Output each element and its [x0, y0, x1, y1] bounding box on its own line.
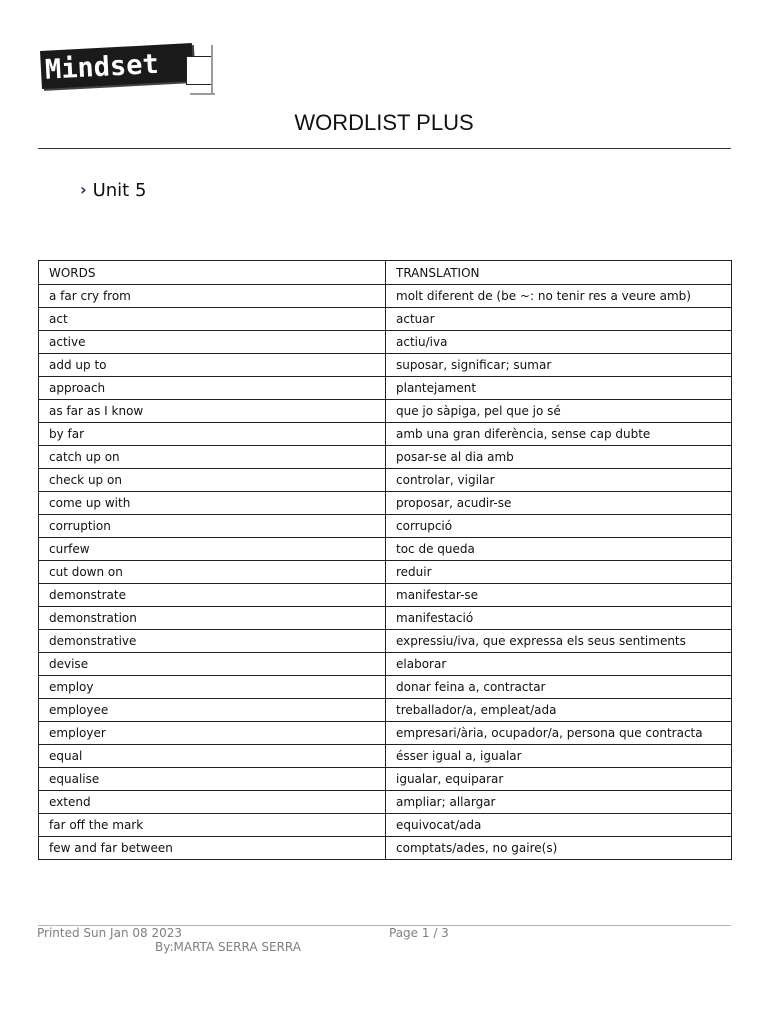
- word-cell: act: [39, 308, 386, 331]
- logo-frame-vertical: [211, 45, 213, 95]
- table-row: [39, 699, 732, 722]
- chevron-right-icon: ›: [80, 180, 87, 199]
- word-cell: by far: [39, 423, 386, 446]
- word-cell: cut down on: [39, 561, 386, 584]
- word-cell: as far as I know: [39, 400, 386, 423]
- logo-badge: [40, 43, 194, 89]
- table-row: [39, 377, 732, 400]
- word-cell: check up on: [39, 469, 386, 492]
- logo-frame-horizontal: [190, 93, 215, 95]
- wordlist-table: [38, 260, 732, 860]
- word-cell: employer: [39, 722, 386, 745]
- table-body: [39, 285, 732, 860]
- translation-cell: treballador/a, empleat/ada: [386, 699, 732, 722]
- mindset-logo: [40, 45, 220, 100]
- table-row: [39, 538, 732, 561]
- word-cell: demonstrate: [39, 584, 386, 607]
- word-cell: a far cry from: [39, 285, 386, 308]
- translation-cell: plantejament: [386, 377, 732, 400]
- author-name: By:MARTA SERRA SERRA: [155, 940, 301, 954]
- document-title: WORDLIST PLUS: [294, 110, 474, 135]
- table-row: [39, 400, 732, 423]
- table-row: [39, 653, 732, 676]
- table-row: [39, 446, 732, 469]
- word-cell: few and far between: [39, 837, 386, 860]
- translation-cell: suposar, significar; sumar: [386, 354, 732, 377]
- translation-cell: proposar, acudir-se: [386, 492, 732, 515]
- word-cell: employee: [39, 699, 386, 722]
- word-cell: extend: [39, 791, 386, 814]
- translation-cell: donar feina a, contractar: [386, 676, 732, 699]
- translation-cell: manifestació: [386, 607, 732, 630]
- translation-cell: comptats/ades, no gaire(s): [386, 837, 732, 860]
- word-cell: equal: [39, 745, 386, 768]
- translation-cell: igualar, equiparar: [386, 768, 732, 791]
- table-row: [39, 515, 732, 538]
- word-cell: approach: [39, 377, 386, 400]
- unit-label: Unit 5: [92, 180, 147, 201]
- title-divider: [38, 148, 731, 149]
- word-cell: add up to: [39, 354, 386, 377]
- column-header-words: WORDS: [39, 261, 386, 285]
- table-row: [39, 722, 732, 745]
- logo-page-mark: [186, 56, 212, 85]
- word-cell: catch up on: [39, 446, 386, 469]
- translation-cell: actiu/iva: [386, 331, 732, 354]
- table-row: [39, 745, 732, 768]
- translation-cell: ampliar; allargar: [386, 791, 732, 814]
- translation-cell: equivocat/ada: [386, 814, 732, 837]
- table-row: [39, 561, 732, 584]
- word-cell: active: [39, 331, 386, 354]
- word-cell: demonstrative: [39, 630, 386, 653]
- translation-cell: ésser igual a, igualar: [386, 745, 732, 768]
- table-header-row: [39, 261, 732, 285]
- table-row: [39, 837, 732, 860]
- table-row: [39, 584, 732, 607]
- translation-cell: corrupció: [386, 515, 732, 538]
- word-cell: curfew: [39, 538, 386, 561]
- unit-heading: [80, 180, 146, 201]
- column-header-translation: TRANSLATION: [386, 261, 732, 285]
- translation-cell: amb una gran diferència, sense cap dubte: [386, 423, 732, 446]
- translation-cell: empresari/ària, ocupador/a, persona que contracta: [386, 722, 732, 745]
- translation-cell: elaborar: [386, 653, 732, 676]
- word-cell: far off the mark: [39, 814, 386, 837]
- translation-cell: manifestar-se: [386, 584, 732, 607]
- word-cell: corruption: [39, 515, 386, 538]
- table-row: [39, 331, 732, 354]
- table-row: [39, 492, 732, 515]
- table-row: [39, 814, 732, 837]
- translation-cell: posar-se al dia amb: [386, 446, 732, 469]
- table-row: [39, 285, 732, 308]
- word-cell: equalise: [39, 768, 386, 791]
- table-row: [39, 423, 732, 446]
- table-row: [39, 791, 732, 814]
- translation-cell: molt diferent de (be ~: no tenir res a veure amb): [386, 285, 732, 308]
- translation-cell: reduir: [386, 561, 732, 584]
- table-row: [39, 676, 732, 699]
- translation-cell: toc de queda: [386, 538, 732, 561]
- word-cell: devise: [39, 653, 386, 676]
- translation-cell: que jo sàpiga, pel que jo sé: [386, 400, 732, 423]
- table-row: [39, 607, 732, 630]
- logo-text: Mindset: [44, 48, 160, 86]
- printed-date: Printed Sun Jan 08 2023: [37, 926, 182, 940]
- table-row: [39, 768, 732, 791]
- word-cell: employ: [39, 676, 386, 699]
- page-number: Page 1 / 3: [389, 926, 449, 940]
- table-row: [39, 308, 732, 331]
- table-row: [39, 354, 732, 377]
- translation-cell: actuar: [386, 308, 732, 331]
- table-row: [39, 630, 732, 653]
- translation-cell: controlar, vigilar: [386, 469, 732, 492]
- translation-cell: expressiu/iva, que expressa els seus sentiments: [386, 630, 732, 653]
- word-cell: come up with: [39, 492, 386, 515]
- table-row: [39, 469, 732, 492]
- word-cell: demonstration: [39, 607, 386, 630]
